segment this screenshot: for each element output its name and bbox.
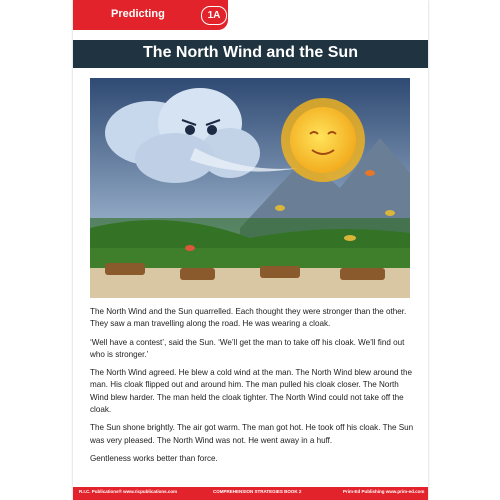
footer-publisher-right: Prim-Ed Publishing www.prim-ed.com xyxy=(343,489,425,494)
bushes xyxy=(90,218,410,248)
section-tab xyxy=(73,0,428,30)
footer xyxy=(73,487,428,500)
paragraph-2: ‘Well have a contest’, said the Sun. ‘We’ll get the man to take off his cloak. We’ll find out who is stronger.’ xyxy=(90,337,405,359)
paragraph-3: The North Wind agreed. He blew a cold wind at the man. The North Wind blew around the man. His cloak flipped out and around him. The man pulled his cloak closer. The North Wind blew harder. The man held the cloak tighter. The North Wind could not take off the cloak. xyxy=(90,368,412,415)
section-label: Predicting xyxy=(111,8,165,20)
sun xyxy=(281,98,365,182)
section-code-badge: 1A xyxy=(201,6,227,25)
page-title: The North Wind and the Sun xyxy=(143,44,358,61)
footer-book-title: COMPREHENSION STRATEGIES BOOK 2 xyxy=(213,489,302,494)
worksheet-page xyxy=(73,0,428,500)
story-illustration xyxy=(90,78,410,298)
paragraph-1: The North Wind and the Sun quarrelled. Each thought they were stronger than the other. They saw a man travelling along the road. He was wearing a cloak. xyxy=(90,307,407,329)
footer-publisher-left: R.I.C. Publications® www.ricpublications.com xyxy=(79,489,178,494)
story-text xyxy=(90,306,415,471)
paragraph-4: The Sun shone brightly. The air got warm. The man got hot. He took off his cloak. The Sun was very pleased. The North Wind was not. He went away in a huff. xyxy=(90,423,414,445)
paragraph-5: Gentleness works better than force. xyxy=(90,453,218,463)
